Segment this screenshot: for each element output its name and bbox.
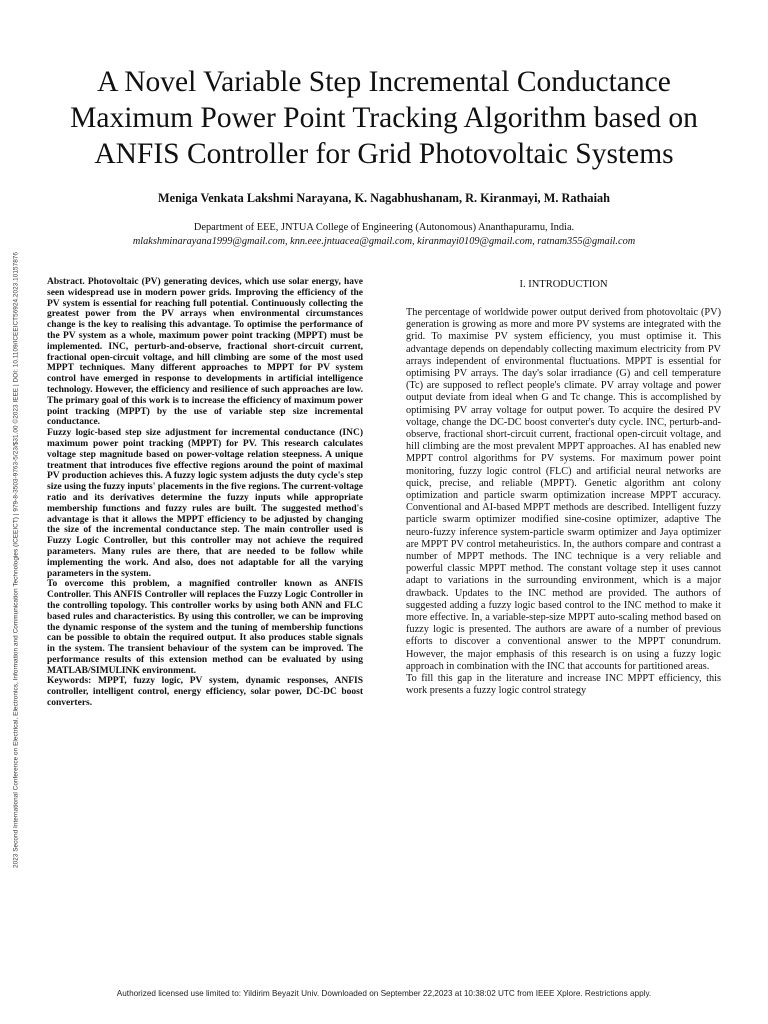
license-footer: Authorized licensed use limited to: Yildirim Beyazit Univ. Downloaded on September 22,2023 at 10:38:02 UTC from IEEE Xplore. Restrictions apply. bbox=[116, 989, 652, 998]
body-paragraph: The percentage of worldwide power output derived from photovoltaic (PV) generation is growing as more and more PV systems are integrated with the grid. To maximise PV system efficiency, you must optimise it. This advantage depends on dependably collecting maximum electricity from PV arrays independent of environmental fluctuations. MPPT is essential for optimising PV arrays. The day's solar irradiance (G) and cell temperature (Tc) are supposed to reflect people's climate. PV array voltage and power output deviate from ideal when G and Tc change. This is accomplished by optimising PV array voltage for output power. To acquire the desired PV voltage, change the DC-DC boost converter's duty cycle. INC, perturb-and-observe, fractional short-circuit current, fractional open-circuit voltage, and hill climbing are the most prevalent MPPT approaches. AI has enabled new MPPT control algorithms for PV systems. For maximum power point monitoring, fuzzy logic control (FLC) and artificial neural networks are quick, precise, and reliable (MPPT). Genetic algorithm ant colony optimization and particle swarm optimization increase MPPT accuracy. Conventional and AI-based MPPT methods are described. Intelligent fuzzy particle swarm optimizer modified sine-cosine optimizer, adaptive The neuro-fuzzy inference system-particle swarm optimizer and Jaya optimizer are MPPT PV control metaheuristics. In, the authors compare and contrast a number of MPPT methods. The INC technique is a very reliable and powerful classic MPPT method. The constant voltage step it uses cannot adapt to variations in the surrounding environment, which is a major drawback. Updates to the INC method are provided. The authors of suggested adding a fuzzy logic based control to the INC method to make it more effective. In, a variable-step-size MPPT auto-scaling method based on fuzzy logic is presented. The authors are aware of a number of previous efforts to discover a conventional answer to the MPPT conundrum. However, the major emphasis of this research is on using a fuzzy logic approach in combination with the INC that accounts for partitioned areas. bbox=[406, 307, 721, 672]
paper-title bbox=[40, 64, 728, 172]
affiliation: Department of EEE, JNTUA College of Engineering (Autonomous) Ananthapuramu, India. bbox=[193, 222, 575, 233]
author-list: Meniga Venkata Lakshmi Narayana, K. Nagabhushanam, R. Kiranmayi, M. Rathaiah bbox=[158, 191, 610, 205]
title-line: ANFIS Controller for Grid Photovoltaic Systems bbox=[94, 138, 674, 170]
abstract-column bbox=[47, 277, 363, 897]
abstract-paragraph: To overcome this problem, a magnified controller known as ANFIS Controller. This ANFIS Controller will replaces the Fuzzy Logic Controller in the controlling topology. This controller works by using both ANN and FLC based rules and characteristics. By using this controller, we can be improving the dynamic response of the system and the tuning of membership functions can be possible to obtain the required output. It also produces stable signals in the system. The transient behaviour of the system can be improved. The performance results of this extension method can be evaluated by using MATLAB/SIMULINK environment. bbox=[47, 579, 363, 676]
abstract-paragraph: Abstract. Photovoltaic (PV) generating devices, which use solar energy, have seen widespread use in modern power grids. Improving the efficiency of the PV system is essential for reaching full potential. Continuously collecting the greatest power from the PV arrays when environmental circumstances change is the key to realising this advantage. To optimise the performance of the PV system as a whole, maximum power point tracking (MPPT) must be implemented. INC, perturb-and-observe, fractional short-circuit current, fractional open-circuit voltage, and hill climbing are some of the most used MPPT techniques. Many different approaches to MPPT for PV system control have emerged in response to developments in artificial intelligence technology. However, the efficiency and resilience of such approaches are low. The primary goal of this work is to increase the efficiency of maximum power point tracking (MPPT) by the use of variable step size incremental conductance. bbox=[47, 277, 363, 428]
body-paragraph: To fill this gap in the literature and increase INC MPPT efficiency, this work presents a fuzzy logic control strategy bbox=[406, 673, 721, 697]
keywords: Keywords: MPPT, fuzzy logic, PV system, dynamic responses, ANFIS controller, intelligent control, energy efficiency, solar power, DC-DC boost converters. bbox=[47, 676, 363, 709]
section-heading: I. INTRODUCTION bbox=[519, 279, 608, 290]
author-emails: mlakshminarayana1999@gmail.com, knn.eee.jntuacea@gmail.com, kiranmayi0109@gmail.com, ratnam355@gmail.com bbox=[132, 236, 636, 247]
title-line: A Novel Variable Step Incremental Conductance bbox=[97, 66, 671, 98]
title-line: Maximum Power Point Tracking Algorithm based on bbox=[70, 102, 698, 134]
abstract-paragraph: Fuzzy logic-based step size adjustment for incremental conductance (INC) maximum power point tracking (MPPT) for PV. This research calculates voltage step magnitude based on power-voltage relation steepness. A unique treatment that introduces five effective regions around the point of maximal PV production achieves this. A fuzzy logic system adjusts the duty cycle's step size using the fuzzy inputs' placements in the five regions. The current-voltage ratio and its derivatives determine the fuzzy inputs while appropriate membership functions and fuzzy rules are built. The suggested method's advantage is that it allows the MPPT efficiency to be adjusted by changing the size of the incremental conductance step. The main controller used is Fuzzy Logic Controller, but this controller may not achieve the required parameters. Many rules are there, that are needed to be follow while implementing the work. And also, does not adaptable for all the varying parameters in the system. bbox=[47, 428, 363, 579]
introduction-column bbox=[406, 278, 721, 896]
side-banner-text: 2023 Second International Conference on Electrical, Electronics, Information and Communication Technologies (ICEEICT) | 979-8-3503-9763-5/23/$31.00 ©2023 IEEE | DOI: 10.1109/ICEEICT56924.2023.10157876 bbox=[12, 251, 20, 869]
